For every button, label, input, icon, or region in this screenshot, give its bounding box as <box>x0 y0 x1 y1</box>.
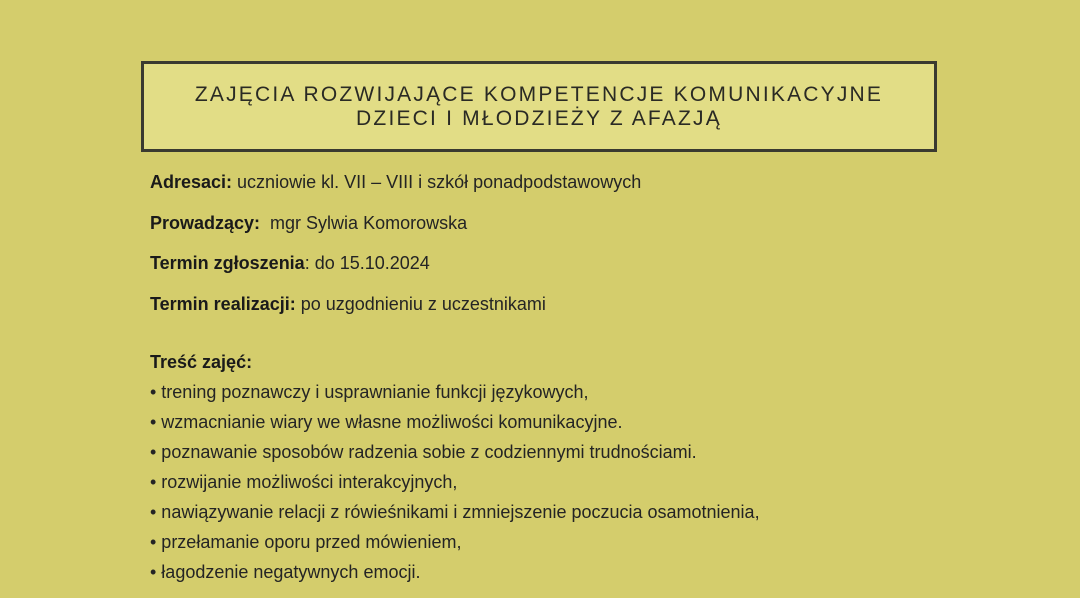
info-row-signup <box>150 252 641 274</box>
leader-label: Prowadzący: <box>150 212 261 233</box>
list-item: • łagodzenie negatywnych emocji. <box>150 562 421 582</box>
title-line-1: ZAJĘCIA ROZWIJAJĄCE KOMPETENCJE KOMUNIKACYJNE <box>194 82 884 106</box>
list-item: • poznawanie sposobów radzenia sobie z codziennymi trudnościami. <box>150 442 697 462</box>
list-item: • wzmacnianie wiary we własne możliwości komunikacyjne. <box>150 412 623 432</box>
addressees-label: Adresaci: <box>150 172 233 192</box>
info-section <box>150 171 641 333</box>
leader-value: mgr Sylwia Komorowska <box>260 212 468 233</box>
signup-value: : do 15.10.2024 <box>304 253 430 273</box>
list-item: • przełamanie oporu przed mówieniem, <box>150 532 462 552</box>
list-item: • rozwijanie możliwości interakcyjnych, <box>150 472 458 492</box>
content-heading: Treść zajęć: <box>150 352 253 372</box>
info-row-leader <box>150 212 641 234</box>
list-item: • trening poznawczy i usprawnianie funkcji językowych, <box>150 382 589 402</box>
title-box <box>141 61 937 152</box>
realization-value: po uzgodnieniu z uczestnikami <box>295 293 546 314</box>
info-row-realization <box>150 293 641 315</box>
realization-label: Termin realizacji: <box>150 293 296 314</box>
content-list <box>150 381 760 583</box>
title-line-2: DZIECI I MŁODZIEŻY Z AFAZJĄ <box>356 106 722 130</box>
list-item: • nawiązywanie relacji z rówieśnikami i zmniejszenie poczucia osamotnienia, <box>150 502 760 522</box>
signup-label: Termin zgłoszenia <box>150 253 305 273</box>
content-section <box>150 351 760 591</box>
info-row-addressees <box>150 171 641 193</box>
addressees-value: uczniowie kl. VII – VIII i szkół ponadpodstawowych <box>232 172 642 192</box>
